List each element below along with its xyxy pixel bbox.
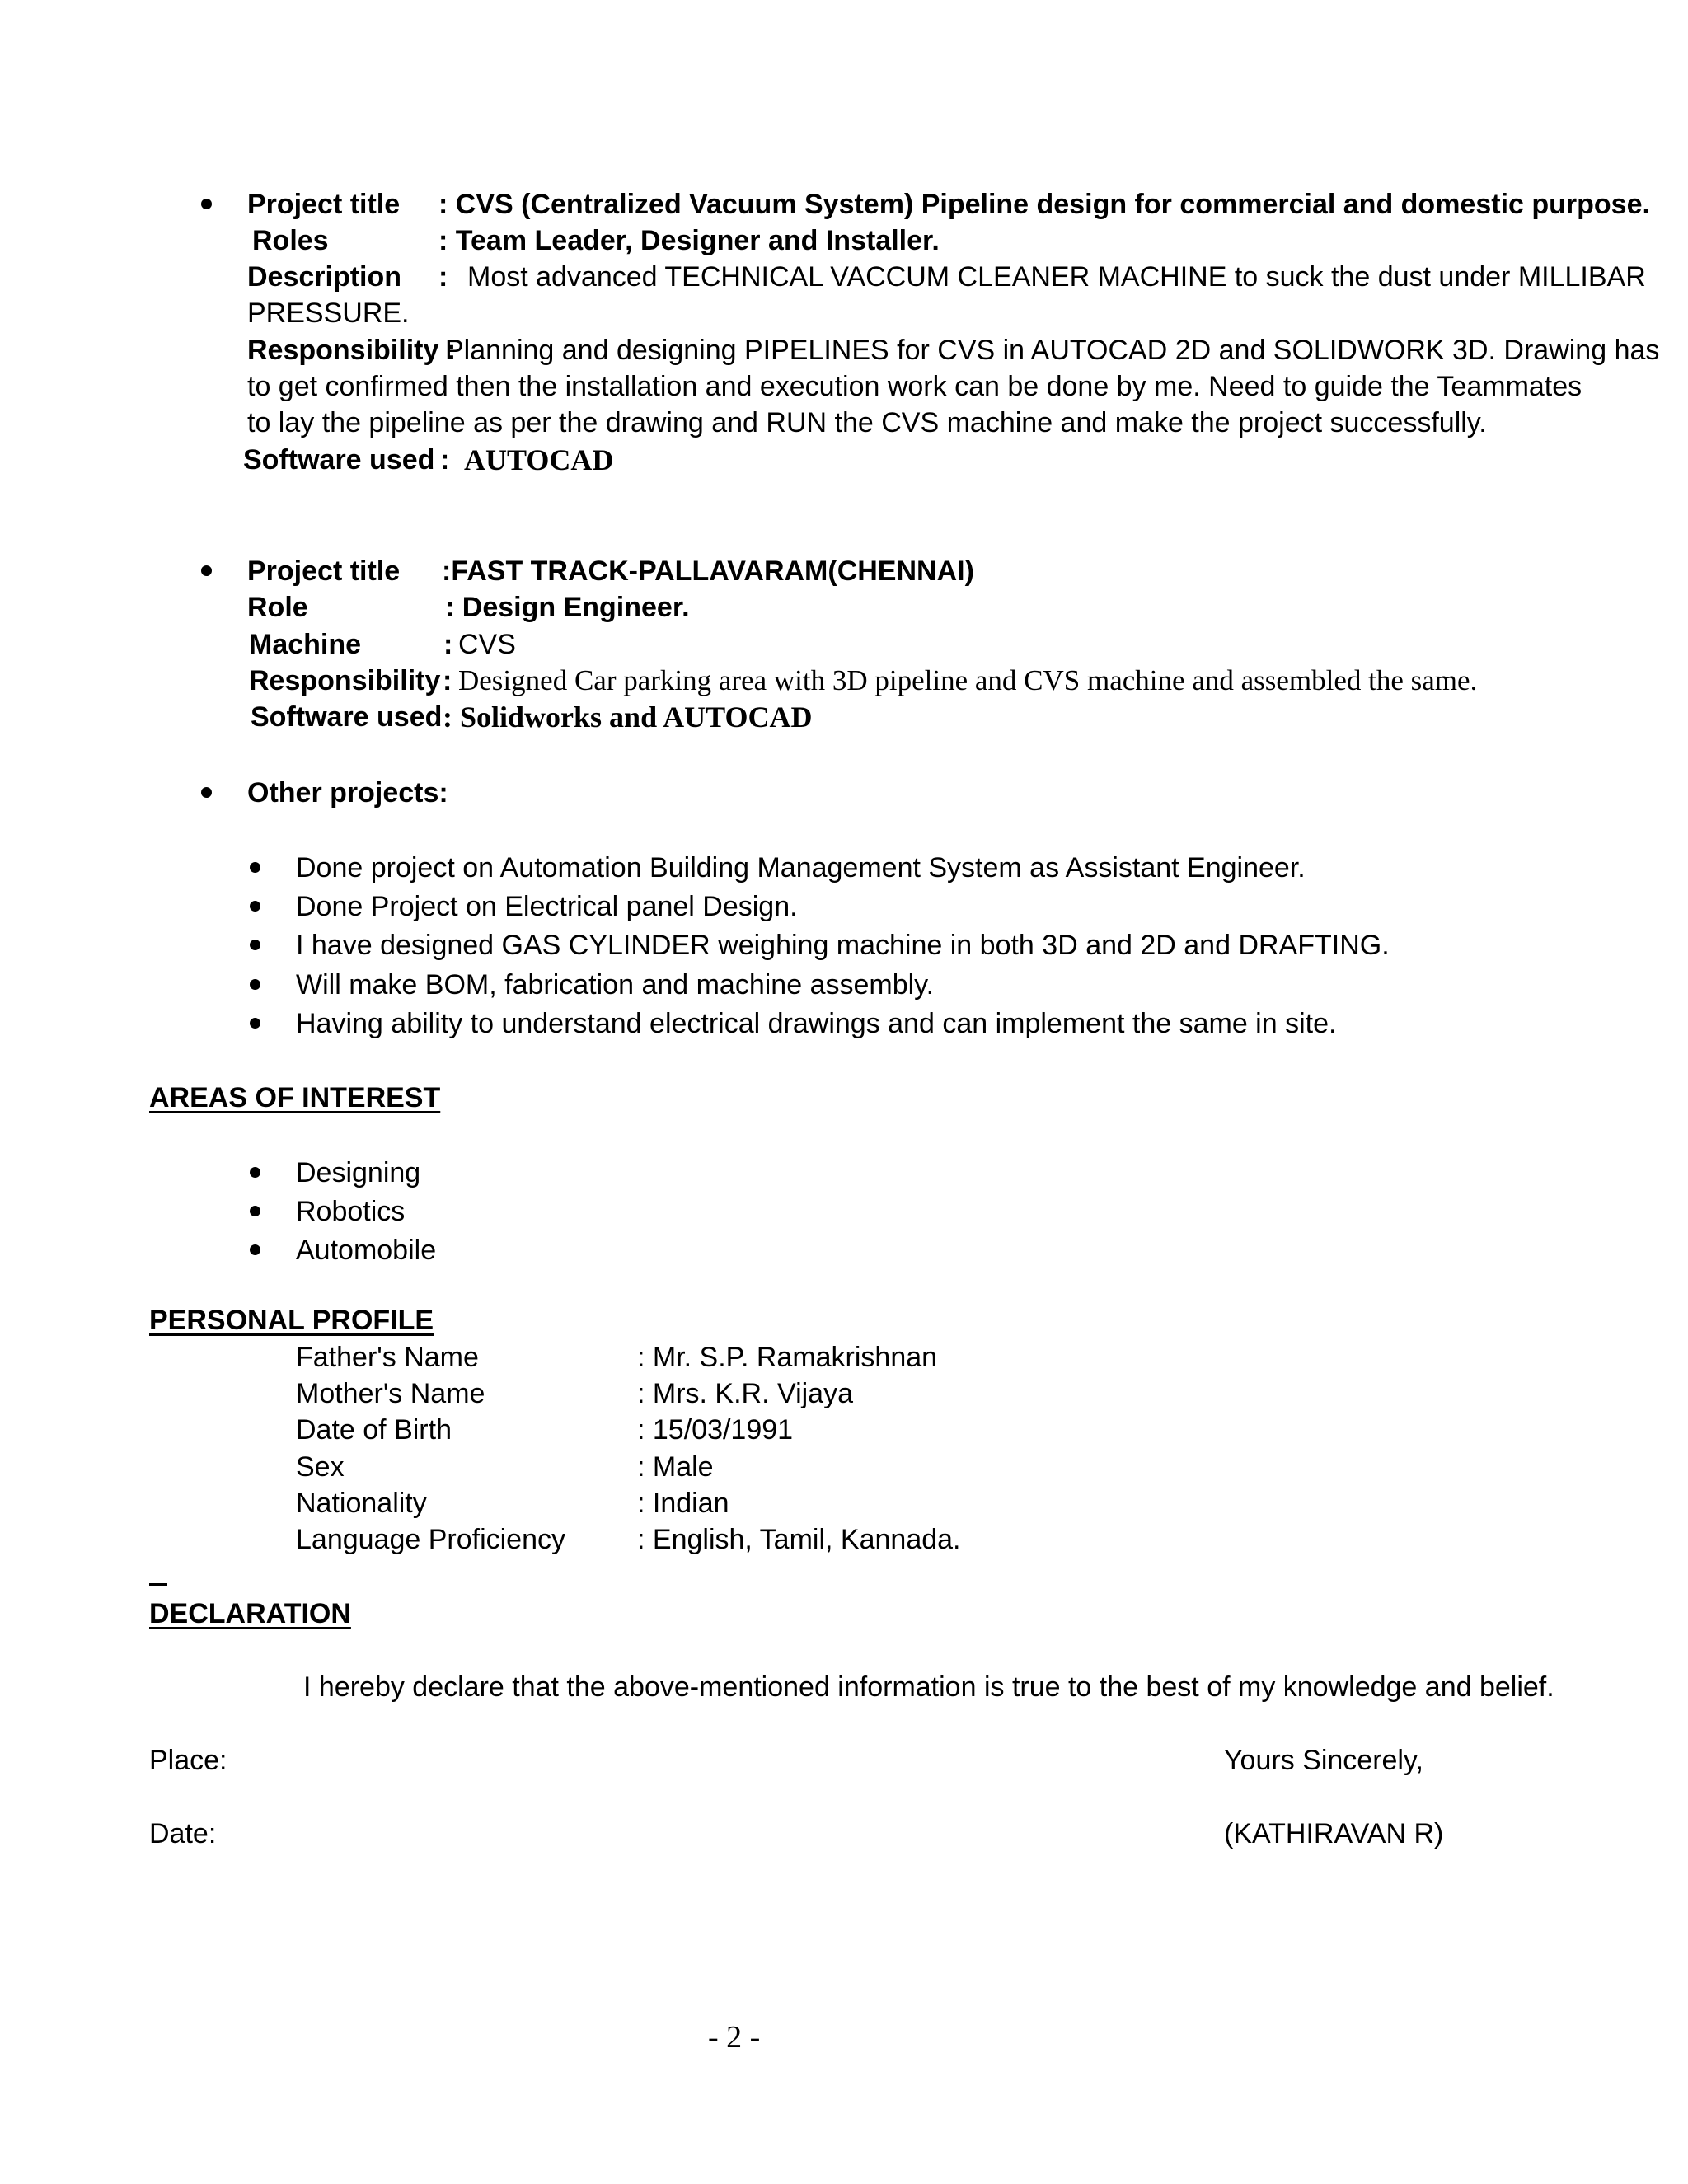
bullet-icon <box>201 787 212 798</box>
bullet-icon <box>250 1206 260 1216</box>
profile-value-dob: : 15/03/1991 <box>637 1414 794 1446</box>
project2-responsibility-value: Designed Car parking area with 3D pipeline and CVS machine and assembled the same. <box>458 664 1478 696</box>
bullet-icon <box>201 565 212 576</box>
interest-item: Automobile <box>296 1235 437 1266</box>
project1-description-label: Description <box>247 261 402 293</box>
project2-machine-value: CVS <box>458 629 516 660</box>
other-project-item: Done Project on Electrical panel Design. <box>296 891 798 922</box>
place-label: Place: <box>149 1745 227 1776</box>
profile-label-father: Father's Name <box>296 1342 479 1373</box>
profile-label-nationality: Nationality <box>296 1488 427 1519</box>
bullet-icon <box>250 979 260 990</box>
project2-machine-colon: : <box>443 629 453 660</box>
profile-value-sex: : Male <box>637 1451 714 1483</box>
other-project-item: Done project on Automation Building Management System as Assistant Engineer. <box>296 852 1306 883</box>
interest-item: Robotics <box>296 1196 406 1227</box>
areas-of-interest-heading: AREAS OF INTEREST <box>149 1082 441 1113</box>
profile-label-sex: Sex <box>296 1451 345 1483</box>
project1-title-value: : CVS (Centralized Vacuum System) Pipeline design for commercial and domestic purpose. <box>438 189 1650 220</box>
bullet-icon <box>250 1244 260 1255</box>
signatory-name: (KATHIRAVAN R) <box>1224 1818 1444 1849</box>
bullet-icon <box>250 1167 260 1178</box>
declaration-text: I hereby declare that the above-mentioned information is true to the best of my knowledge and belief. <box>303 1671 1554 1703</box>
other-project-item: Having ability to understand electrical drawings and can implement the same in site. <box>296 1008 1337 1039</box>
profile-value-language: : English, Tamil, Kannada. <box>637 1524 961 1555</box>
project1-responsibility-line1: Planning and designing PIPELINES for CVS in AUTOCAD 2D and SOLIDWORK 3D. Drawing has <box>445 335 1660 366</box>
project1-roles-label: Roles <box>252 225 329 256</box>
profile-label-dob: Date of Birth <box>296 1414 452 1446</box>
project1-responsibility-line2: to get confirmed then the installation and execution work can be done by me. Need to guide the Teammates <box>247 371 1582 402</box>
page-number: - 2 - <box>708 2020 761 2055</box>
divider <box>149 1583 167 1586</box>
bullet-icon <box>201 199 212 209</box>
project2-software-label: Software used <box>251 701 443 733</box>
project2-role-label: Role <box>247 592 308 623</box>
other-projects-heading: Other projects: <box>247 777 448 808</box>
project2-machine-label: Machine <box>249 629 362 660</box>
project1-roles-value: : Team Leader, Designer and Installer. <box>438 225 940 256</box>
profile-label-mother: Mother's Name <box>296 1378 485 1409</box>
project1-responsibility-label: Responsibility : <box>247 335 457 366</box>
project2-responsibility-label: Responsibility <box>249 665 441 696</box>
profile-label-language: Language Proficiency <box>296 1524 566 1555</box>
project1-software-colon: : <box>440 444 450 476</box>
project1-title-label: Project title <box>247 189 401 220</box>
bullet-icon <box>250 940 260 950</box>
declaration-heading: DECLARATION <box>149 1598 351 1629</box>
project2-role-value: : Design Engineer. <box>445 592 690 623</box>
profile-value-mother: : Mrs. K.R. Vijaya <box>637 1378 853 1409</box>
date-label: Date: <box>149 1818 217 1849</box>
profile-value-father: : Mr. S.P. Ramakrishnan <box>637 1342 938 1373</box>
interest-item: Designing <box>296 1157 421 1188</box>
profile-value-nationality: : Indian <box>637 1488 729 1519</box>
other-project-item: Will make BOM, fabrication and machine assembly. <box>296 969 935 1001</box>
project1-software-label: Software used <box>243 444 435 476</box>
project2-title-label: Project title <box>247 555 401 587</box>
personal-profile-heading: PERSONAL PROFILE <box>149 1305 434 1336</box>
project1-description-colon: : <box>438 261 448 293</box>
project1-software-value: AUTOCAD <box>464 443 614 476</box>
other-project-item: I have designed GAS CYLINDER weighing machine in both 3D and 2D and DRAFTING. <box>296 930 1390 961</box>
project1-description-line2: PRESSURE. <box>247 298 410 329</box>
project1-responsibility-line3: to lay the pipeline as per the drawing and RUN the CVS machine and make the project successfully. <box>247 407 1487 438</box>
bullet-icon <box>250 901 260 912</box>
closing-text: Yours Sincerely, <box>1224 1745 1423 1776</box>
bullet-icon <box>250 1018 260 1029</box>
project2-title-value: :FAST TRACK-PALLAVARAM(CHENNAI) <box>442 555 974 587</box>
bullet-icon <box>250 862 260 873</box>
project2-software-value: : Solidworks and AUTOCAD <box>443 701 813 733</box>
project2-responsibility-colon: : <box>443 665 452 696</box>
project1-description-line1: Most advanced TECHNICAL VACCUM CLEANER MACHINE to suck the dust under MILLIBAR <box>467 261 1646 293</box>
